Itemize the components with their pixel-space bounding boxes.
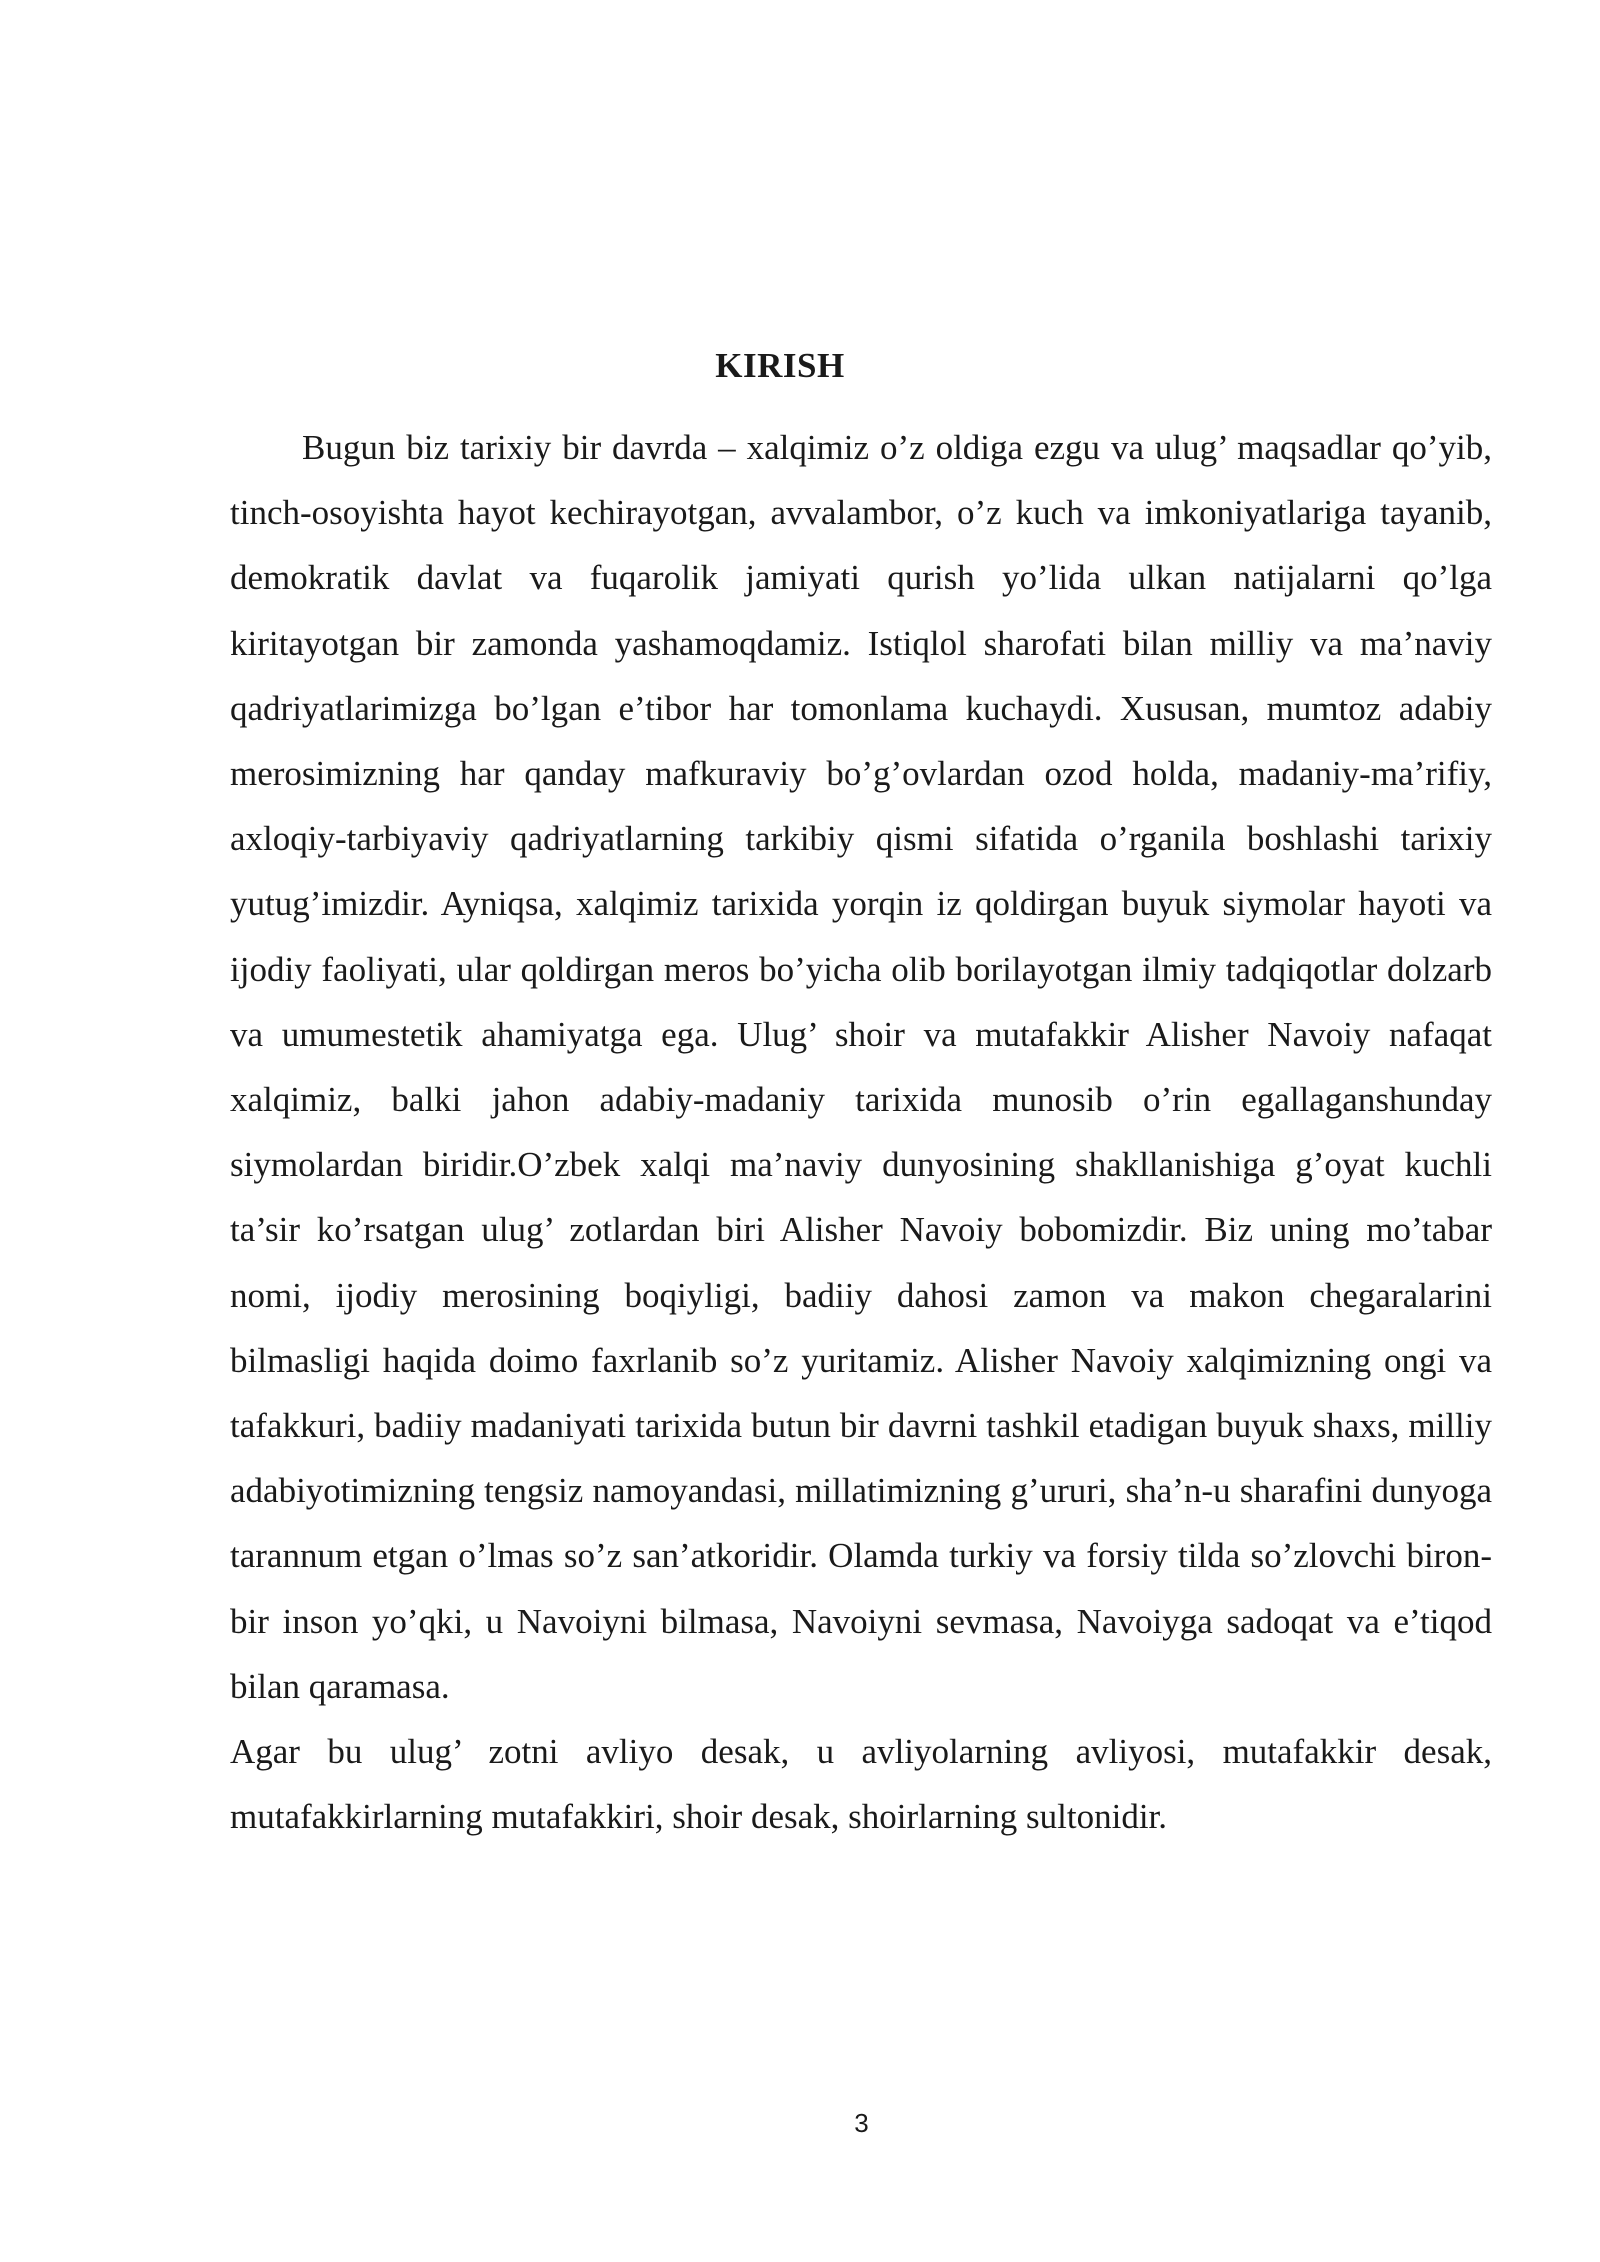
paragraph-intro: Bugun biz tarixiy bir davrda – xalqimiz o’z oldiga ezgu va ulug’ maqsadlar qo’yib, tinch-osoyishta hayot kechirayotgan, avvalambor, o’z kuch va imkoniyatlariga tayanib, demokratik davlat va fuqarolik jamiyati qurish yo’lida ulkan natijalarni qo’lga kiritayotgan bir zamonda yashamoqdamiz. Istiqlol sharofati bilan milliy va ma’naviy qadriyatlarimizga bo’lgan e’tibor har tomonlama kuchaydi. Xususan, mumtoz adabiy merosimizning har qanday mafkuraviy bo’g’ovlardan ozod holda, madaniy-ma’rifiy, axloqiy-tarbiyaviy qadriyatlarning tarkibiy qismi sifatida o’rganila boshlashi tarixiy yutug’imizdir. Ayniqsa, xalqimiz tarixida yorqin iz qoldirgan buyuk siymolar hayoti va ijodiy faoliyati, ular qoldirgan meros bo’yicha olib borilayotgan ilmiy tadqiqotlar dolzarb va umumestetik ahamiyatga ega. Ulug’ shoir va mutafakkir Alisher Navoiy nafaqat xalqimiz, balki jahon adabiy-madaniy tarixida munosib o’rin egallaganshunday siymolardan biridir.O’zbek xalqi ma’naviy dunyosining shakllanishiga g’oyat kuchli ta’sir ko’rsatgan ulug’ zotlardan biri Alisher Navoiy bobomizdir. Biz uning mo’tabar nomi, ijodiy merosining boqiyligi, badiiy dahosi zamon va makon chegaralarini bilmasligi haqida doimo faxrlanib so’z yuritamiz. Alisher Navoiy xalqimizning ongi va tafakkuri, badiiy madaniyati tarixida butun bir davrni tashkil etadigan buyuk shaxs, milliy adabiyotimizning tengsiz namoyandasi, millatimizning g’ururi, sha’n-u sharafini dunyoga tarannum etgan o’lmas so’z san’atkoridir. Olamda turkiy va forsiy tilda so’zlovchi biron-bir inson yo’qki, u Navoiyni bilmasa, Navoiyni sevmasa, Navoiyga sadoqat va e’tiqod bilan qaramasa. xyxy=(230,428,1492,1706)
page-title: KIRISH xyxy=(715,346,845,385)
page-number: 3 xyxy=(854,2108,869,2138)
paragraph-closing: Agar bu ulug’ zotni avliyo desak, u avliyolarning avliyosi, mutafakkir desak, mutafakkirlarning mutafakkiri, shoir desak, shoirlarning sultonidir. xyxy=(230,1732,1492,1837)
body-text xyxy=(230,415,1492,1849)
